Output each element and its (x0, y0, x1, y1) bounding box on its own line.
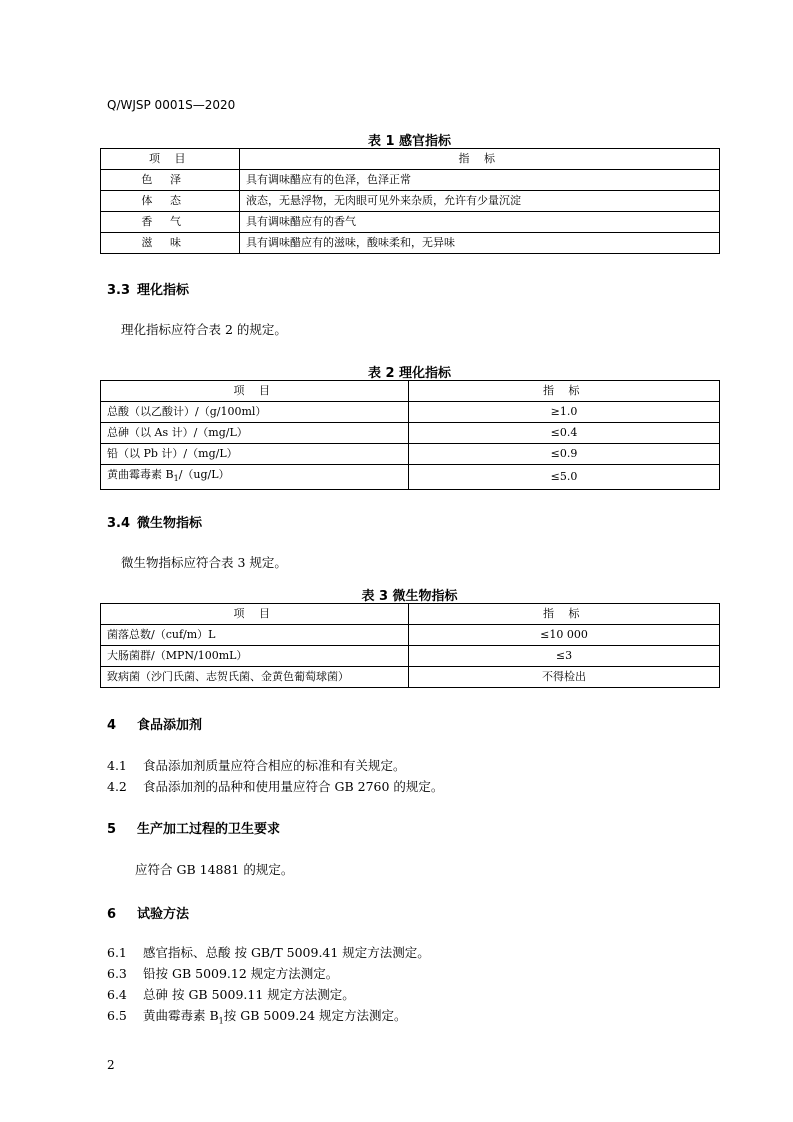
table-cell-value: 液态，无悬浮物，无肉眼可见外来杂质，允许有少量沉淀 (240, 191, 720, 212)
table-cell-value: ≤0.9 (409, 444, 720, 465)
table-row (101, 646, 720, 667)
section-title: 微生物指标 (137, 516, 203, 531)
table-cell-value: 具有调味醋应有的滋味，酸味柔和，无异味 (240, 233, 720, 254)
table-row (101, 402, 720, 423)
list-item (107, 777, 443, 795)
item-text: 感官指标、总酸 按 GB/T 5009.41 规定方法测定。 (143, 945, 430, 960)
section-title: 试验方法 (137, 907, 190, 922)
table-cell-item: 铅（以 Pb 计）/（mg/L） (101, 444, 409, 465)
table1-sensory (100, 148, 720, 254)
table3-microbial (100, 603, 720, 688)
item-number: 4.2 (107, 779, 127, 794)
table-cell-value: ≥1.0 (409, 402, 720, 423)
table-row (101, 212, 720, 233)
section-4-heading (107, 714, 202, 733)
table-cell-value: ≤10 000 (409, 625, 720, 646)
item-subscript: 1 (173, 474, 179, 484)
table-header-item: 项 目 (101, 604, 409, 625)
standard-code: Q/WJSP 0001S—2020 (107, 98, 236, 112)
table-cell-value: ≤0.4 (409, 423, 720, 444)
table-cell-value: ≤5.0 (409, 465, 720, 490)
table-header-row (101, 381, 720, 402)
item-unit: /（ug/L） (178, 468, 230, 481)
table-cell-item: 大肠菌群/（MPN/100mL） (101, 646, 409, 667)
table-cell-item: 总酸（以乙酸计）/（g/100ml） (101, 402, 409, 423)
item-text: 黄曲霉毒素 B (143, 1008, 219, 1023)
item-text: 黄曲霉毒素 B (107, 468, 174, 481)
table-header-item: 项 目 (101, 381, 409, 402)
table-row (101, 444, 720, 465)
section-number: 6 (107, 907, 117, 922)
table-row (101, 667, 720, 688)
table-cell-item: 菌落总数/（cuf/m）L (101, 625, 409, 646)
list-item (107, 964, 338, 982)
section-5-heading (107, 818, 280, 837)
section-title: 理化指标 (137, 283, 190, 298)
list-item (107, 985, 355, 1003)
item-number: 6.3 (107, 966, 127, 981)
table-row (101, 625, 720, 646)
table-cell-item: 香气 (101, 212, 240, 233)
section-title: 生产加工过程的卫生要求 (137, 822, 281, 837)
table-cell-item (101, 465, 409, 490)
item-number: 6.5 (107, 1008, 127, 1023)
table-cell-item: 滋味 (101, 233, 240, 254)
table1-caption: 表 1 感官指标 (367, 134, 452, 149)
section-6-heading (107, 903, 189, 922)
table-header-row (101, 149, 720, 170)
section-number: 3.4 (107, 516, 131, 531)
table-row (101, 423, 720, 444)
item-subscript: 1 (218, 1016, 224, 1026)
table-row (101, 191, 720, 212)
section-number: 5 (107, 822, 117, 837)
table-header-index: 指 标 (409, 381, 720, 402)
table-cell-item: 色泽 (101, 170, 240, 191)
section-5-body: 应符合 GB 14881 的规定。 (135, 862, 294, 877)
table-cell-value: 不得检出 (409, 667, 720, 688)
table-header-item: 项 目 (101, 149, 240, 170)
table-header-index: 指 标 (240, 149, 720, 170)
item-text: 食品添加剂质量应符合相应的标准和有关规定。 (143, 758, 406, 773)
item-text: 总砷 按 GB 5009.11 规定方法测定。 (143, 987, 355, 1002)
item-number: 6.1 (107, 945, 127, 960)
table-cell-item: 致病菌（沙门氏菌、志贺氏菌、金黄色葡萄球菌） (101, 667, 409, 688)
list-item (107, 756, 406, 774)
table-cell-item: 总砷（以 As 计）/（mg/L） (101, 423, 409, 444)
item-text: 铅按 GB 5009.12 规定方法测定。 (143, 966, 339, 981)
table2-physicochemical (100, 380, 720, 490)
item-text: 食品添加剂的品种和使用量应符合 GB 2760 的规定。 (143, 779, 444, 794)
page-number: 2 (107, 1058, 115, 1072)
section-number: 4 (107, 718, 117, 733)
list-item (107, 1006, 407, 1026)
section-3-3-heading (107, 279, 189, 298)
section-title: 食品添加剂 (137, 718, 203, 733)
table-row (101, 465, 720, 490)
table-header-index: 指 标 (409, 604, 720, 625)
item-number: 6.4 (107, 987, 127, 1002)
table-cell-value: ≤3 (409, 646, 720, 667)
table-cell-value: 具有调味醋应有的色泽，色泽正常 (240, 170, 720, 191)
table-row (101, 170, 720, 191)
section-3-3-body: 理化指标应符合表 2 的规定。 (121, 322, 287, 337)
list-item (107, 943, 430, 961)
table-row (101, 233, 720, 254)
item-number: 4.1 (107, 758, 127, 773)
table-cell-item: 体态 (101, 191, 240, 212)
table2-caption: 表 2 理化指标 (367, 366, 452, 381)
table-cell-value: 具有调味醋应有的香气 (240, 212, 720, 233)
section-3-4-heading (107, 512, 202, 531)
table3-caption: 表 3 微生物指标 (361, 589, 458, 604)
table-header-row (101, 604, 720, 625)
section-3-4-body: 微生物指标应符合表 3 规定。 (121, 555, 287, 570)
section-number: 3.3 (107, 283, 131, 298)
item-text-tail: 按 GB 5009.24 规定方法测定。 (223, 1008, 407, 1023)
